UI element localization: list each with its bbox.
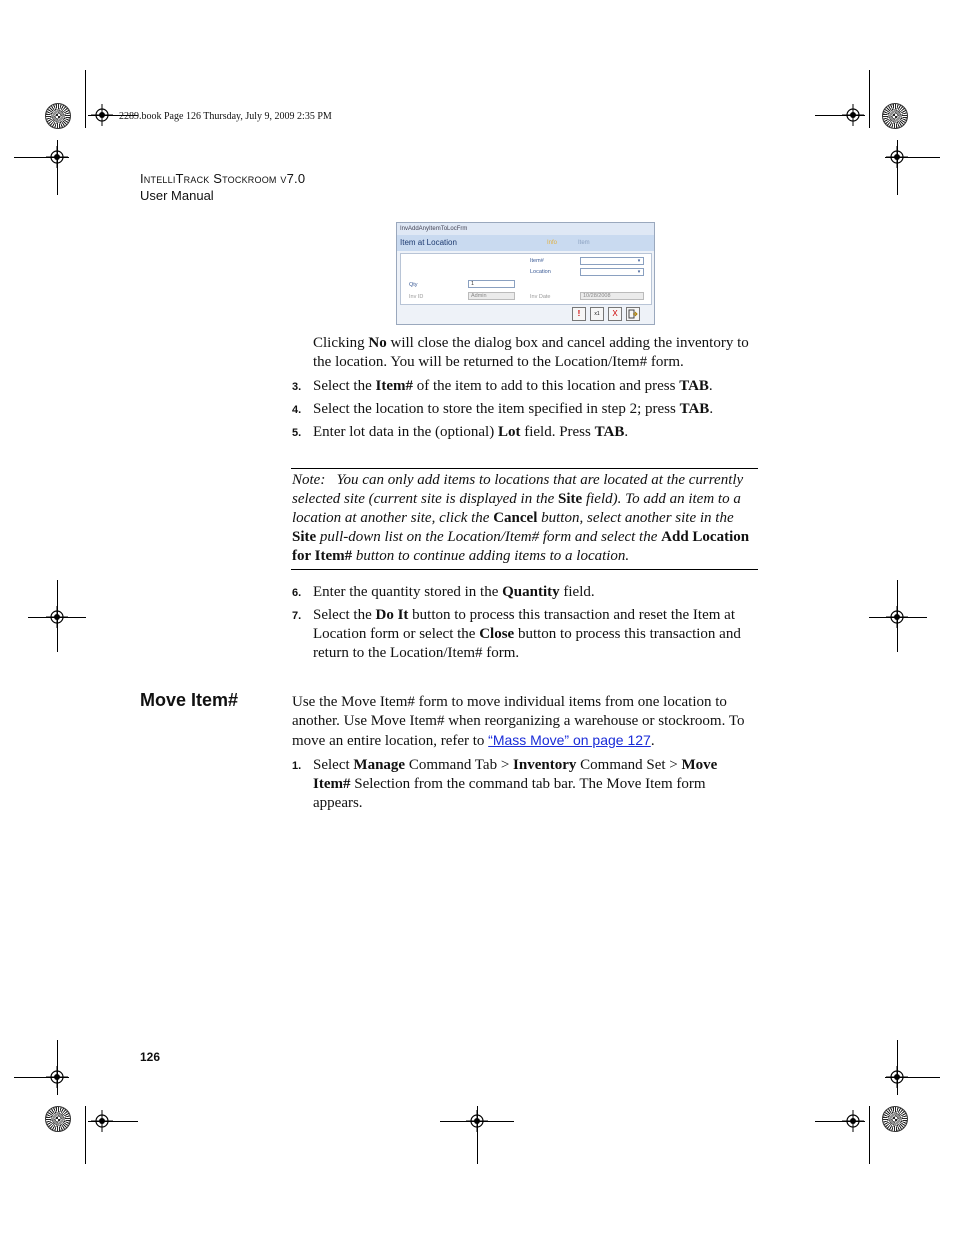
registration-crosshair-icon (46, 606, 68, 628)
bold-term: TAB (679, 401, 710, 417)
registration-crosshair-icon (466, 1110, 488, 1132)
chevron-down-icon: ▾ (637, 269, 641, 275)
item-at-location-form-screenshot (396, 222, 655, 325)
registration-crosshair-icon (886, 1066, 908, 1088)
form-header-title: Item at Location (400, 238, 457, 247)
registration-crosshair-icon (842, 1110, 864, 1132)
text-run: Enter the quantity stored in the (313, 584, 503, 600)
inv-date-label: Inv Date (530, 294, 551, 300)
crop-line (869, 70, 870, 128)
text-run: Command Set > (576, 757, 682, 773)
registration-crosshair-icon (886, 146, 908, 168)
bold-term: Do It (375, 607, 409, 623)
step-item (292, 423, 762, 442)
step-item (292, 606, 758, 663)
registration-crosshair-icon (842, 104, 864, 126)
crop-line (869, 1106, 870, 1164)
step-number: 5. (292, 427, 302, 439)
form-body (400, 253, 652, 305)
running-head-product: IntelliTrack Stockroom v7.0 (140, 171, 306, 186)
text-run: of the item to add to this location and press (412, 378, 680, 394)
location-dropdown[interactable] (580, 268, 644, 276)
text-run: You can only add items to locations that are located at the currently selected site (current site is displayed in the (292, 472, 744, 507)
text-run: . (624, 424, 629, 440)
exit-door-icon (628, 309, 638, 319)
cancel-button[interactable]: X (608, 307, 622, 321)
step-number: 1. (292, 760, 302, 772)
registration-crosshair-icon (91, 1110, 113, 1132)
text-run: field. (559, 584, 595, 600)
step-item (292, 583, 762, 602)
inv-id-field: Admin (468, 292, 515, 300)
bold-term: Lot (497, 424, 521, 440)
text-run: button, select another site in the (537, 510, 734, 526)
item-field-label: Item# (530, 258, 544, 264)
step-item (292, 756, 742, 813)
bold-term: Item# (375, 378, 413, 394)
registration-burst-icon (45, 103, 71, 129)
text-run: button to process this transaction and return to the Location/Item# form. (313, 626, 741, 661)
text-run: Use the Move Item# form to move individual items from one location to another. Use Move Item# when reorganizing a warehouse or stockroom. To move an entire location, refer to (292, 694, 745, 749)
form-tab-info[interactable]: Info (547, 240, 558, 246)
registration-burst-icon (882, 1106, 908, 1132)
inv-date-field: 10/28/2008 (580, 292, 644, 300)
text-run: Select the (313, 607, 376, 623)
registration-crosshair-icon (886, 606, 908, 628)
bold-term: Move Item# (313, 757, 718, 792)
bold-term: No (368, 335, 387, 351)
bold-term: Manage (353, 757, 406, 773)
item-dropdown[interactable] (580, 257, 644, 265)
step-item (292, 400, 762, 419)
text-run: . (650, 733, 655, 749)
text-run: field). To add an item to a location at another site, click the (292, 491, 741, 526)
note-rule-bottom (291, 569, 758, 570)
step-number: 3. (292, 381, 302, 393)
section-heading: Move Item# (140, 690, 239, 710)
text-run: field. Press (520, 424, 595, 440)
note-rule-top (291, 468, 758, 469)
bold-term: Quantity (502, 584, 560, 600)
text-run: Select the location to store the item specified in step 2; press (313, 401, 680, 417)
note-label: Note: (292, 472, 326, 488)
text-run: Select (313, 757, 354, 773)
form-header-bar (397, 235, 654, 251)
text-run: button to continue adding items to a location. (352, 548, 630, 564)
print-slug: 2289.book Page 126 Thursday, July 9, 2009 2:35 PM (119, 111, 332, 122)
registration-burst-icon (45, 1106, 71, 1132)
step-number: 6. (292, 587, 302, 599)
bold-term: Add Location for Item# (292, 529, 750, 564)
page-number: 126 (140, 1050, 161, 1064)
bold-term: Cancel (493, 510, 538, 526)
bold-term: Inventory (513, 757, 577, 773)
text-run: pull-down list on the Location/Item# form and select the (316, 529, 662, 545)
form-window-title: InvAddAnyItemToLocFrm (397, 223, 654, 235)
registration-crosshair-icon (91, 104, 113, 126)
form-tab-item[interactable]: Item (578, 240, 590, 246)
mass-move-link[interactable]: “Mass Move” on page 127 (488, 732, 651, 748)
text-run: Command Tab > (405, 757, 514, 773)
do-it-button[interactable]: ! (572, 307, 586, 321)
registration-burst-icon (882, 103, 908, 129)
chevron-down-icon: ▾ (637, 258, 641, 264)
text-run: Clicking (313, 335, 369, 351)
text-run: . (709, 401, 714, 417)
crop-line (85, 70, 86, 128)
qty-input[interactable]: 1 (468, 280, 515, 288)
bold-term: TAB (594, 424, 625, 440)
location-field-label: Location (530, 269, 551, 275)
text-run: . (708, 378, 713, 394)
crop-line (85, 1106, 86, 1164)
bold-term: TAB (679, 378, 709, 394)
text-run: Enter lot data in the (optional) (313, 424, 498, 440)
close-button[interactable] (626, 307, 640, 321)
step-item (292, 377, 762, 396)
registration-crosshair-icon (46, 146, 68, 168)
registration-crosshair-icon (46, 1066, 68, 1088)
text-run: will close the dialog box and cancel adding the inventory to the location. You will be returned to the Location/Item# form. (313, 335, 749, 370)
step-number: 4. (292, 404, 302, 416)
reset-button[interactable]: x1 (590, 307, 604, 321)
note-paragraph (292, 471, 758, 566)
intro-paragraph (313, 334, 758, 372)
running-head-subtitle: User Manual (140, 188, 214, 203)
text-run: Selection from the command tab bar. The Move Item form appears. (313, 776, 706, 811)
step-number: 7. (292, 610, 302, 622)
bold-term: Site (558, 491, 583, 507)
text-run: Select the (313, 378, 376, 394)
inv-id-label: Inv ID (409, 294, 424, 300)
bold-term: Close (479, 626, 515, 642)
bold-term: Site (292, 529, 317, 545)
qty-field-label: Qty (409, 282, 418, 288)
text-run: button to process this transaction and reset the Item at Location form or select the (313, 607, 735, 642)
section-paragraph (292, 693, 747, 751)
